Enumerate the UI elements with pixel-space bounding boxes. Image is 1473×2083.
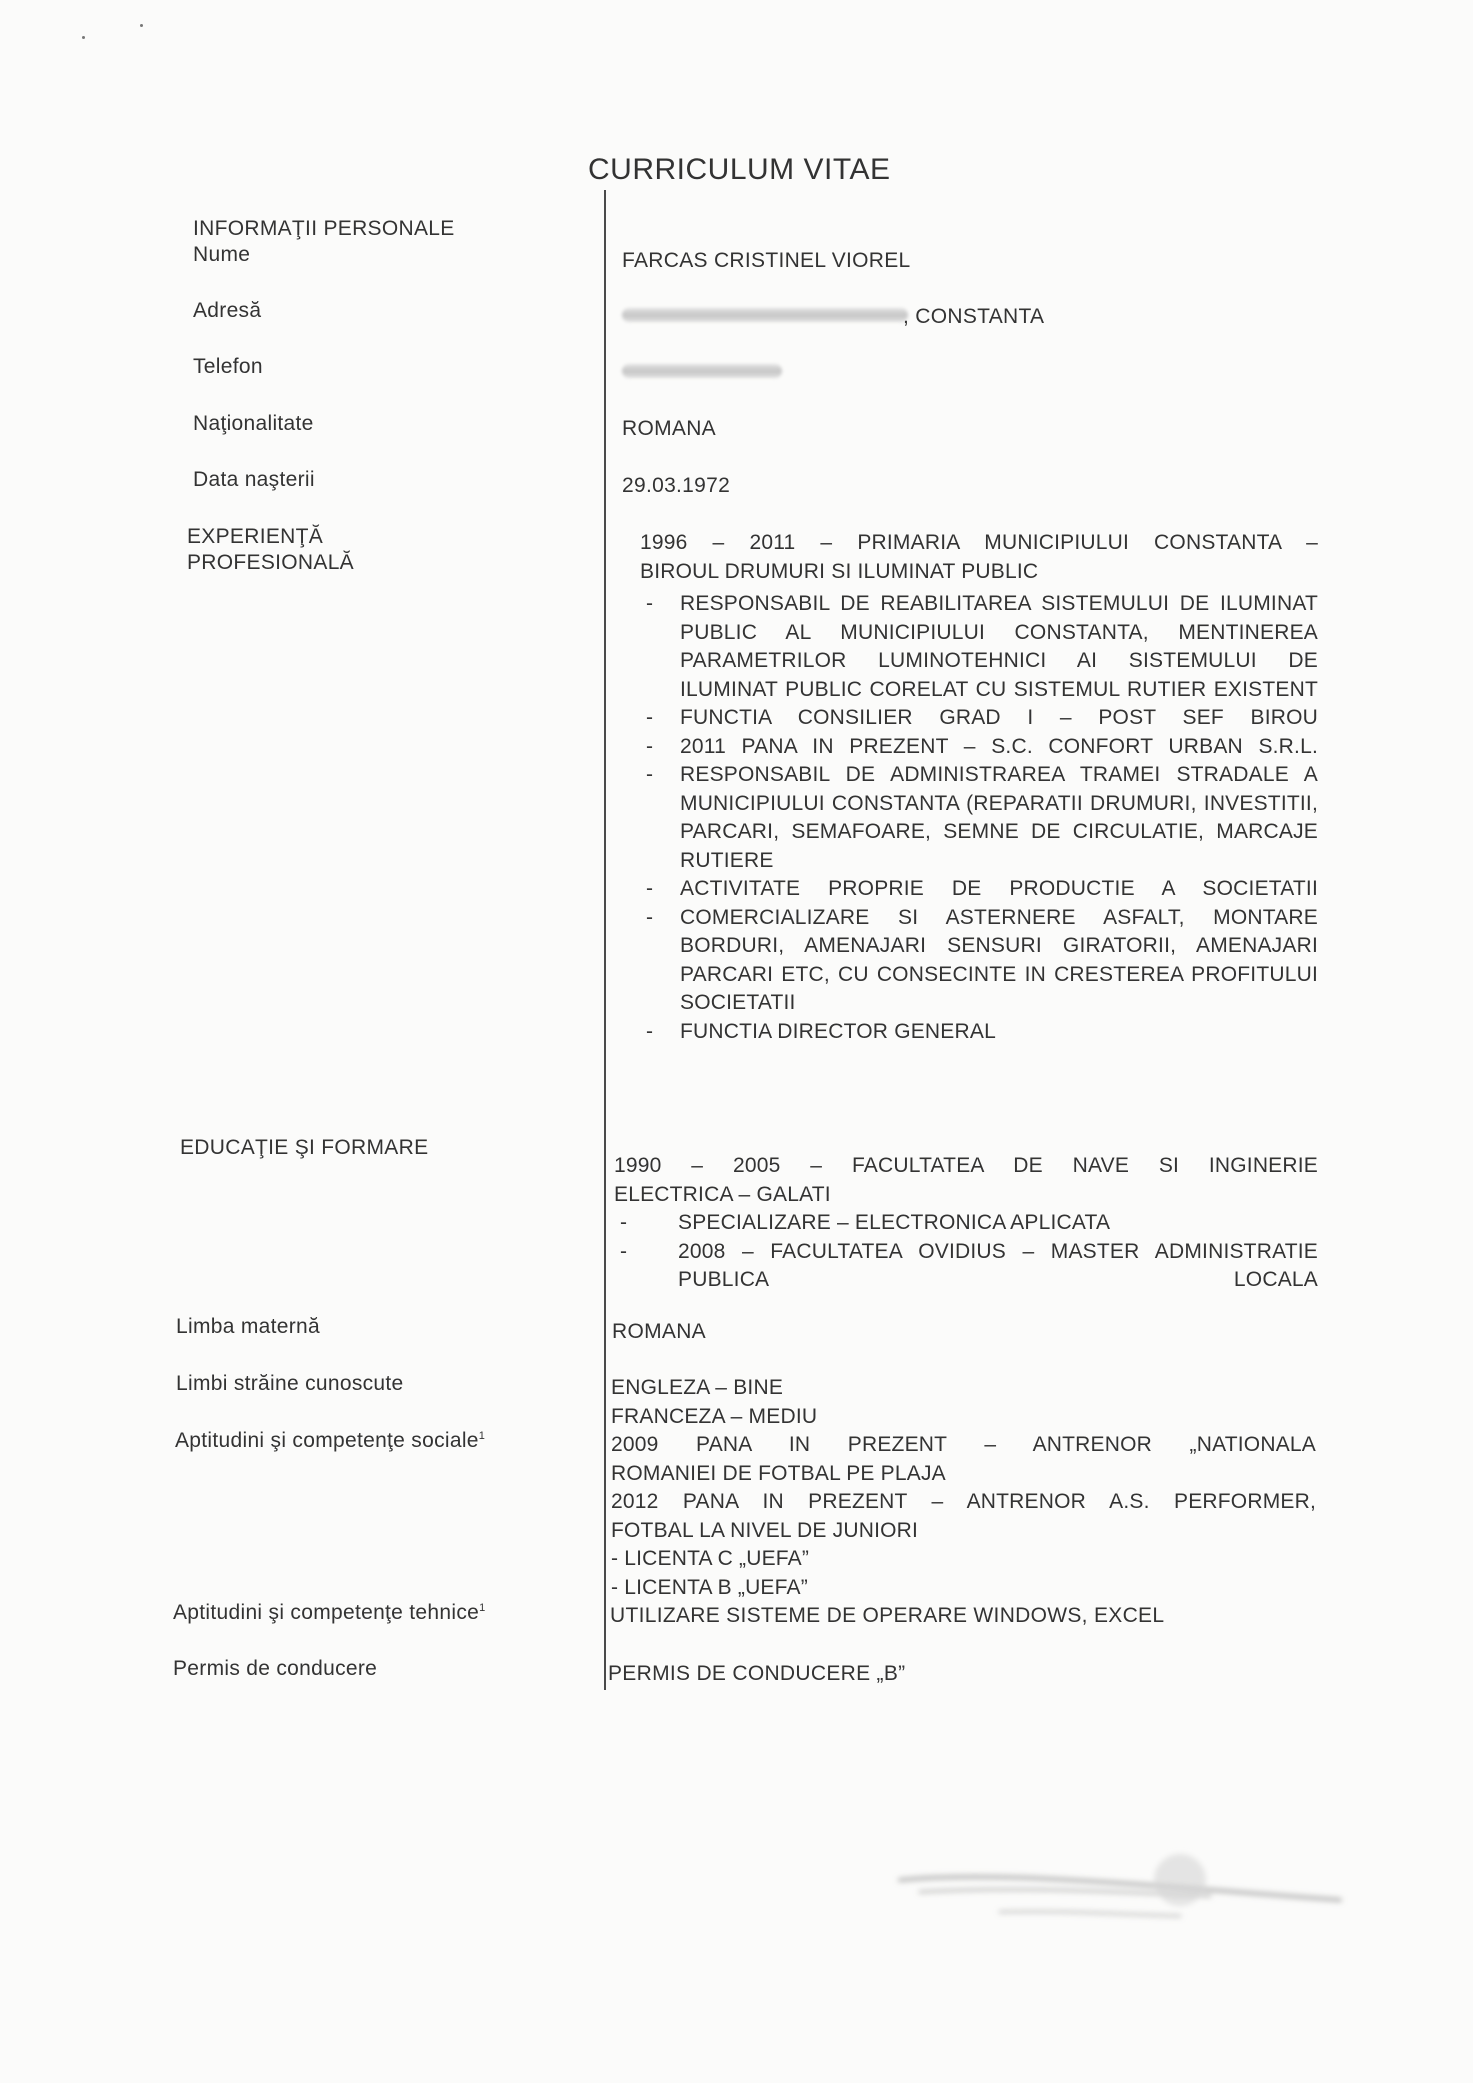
social-line: - LICENTA B „UEFA” xyxy=(611,1575,808,1599)
experience-item: - RESPONSABIL DE ADMINISTRAREA TRAMEI STRADALE A MUNICIPIULUI CONSTANTA (REPARATII DRUMURI, INVESTITII, PARCARI, SEMAFOARE, SEMNE DE CIRCULATIE, MARCAJE RUTIERE xyxy=(640,761,1318,875)
name-label: Nume xyxy=(193,243,251,266)
experience-item: - COMERCIALIZARE SI ASTERNERE ASFALT, MONTARE BORDURI, AMENAJARI SENSURI GIRATORII, AMENAJARI PARCARI ETC, CU CONSECINTE IN CRESTEREA PROFITULUI SOCIETATII xyxy=(640,904,1318,1018)
mother-tongue-label: Limba maternă xyxy=(176,1315,320,1338)
phone-label: Telefon xyxy=(193,355,263,378)
footnote-marker: 1 xyxy=(478,1430,486,1442)
education-block xyxy=(614,1152,1318,1295)
experience-item: - RESPONSABIL DE REABILITAREA SISTEMULUI DE ILUMINAT PUBLIC AL MUNICIPIULUI CONSTANTA, MENTINEREA PARAMETRILOR LUMINOTEHNICI AI SISTEMULUI DE ILUMINAT PUBLIC CORELAT CU SISTEMUL RUTIER EXISTENT xyxy=(640,590,1318,704)
social-label-text: Aptitudini şi competenţe sociale xyxy=(175,1429,479,1452)
language-value: FRANCEZA – MEDIU xyxy=(611,1404,818,1428)
education-item: - SPECIALIZARE – ELECTRONICA APLICATA xyxy=(614,1209,1318,1238)
experience-heading-line: 1996 – 2011 – PRIMARIA MUNICIPIULUI CONSTANTA – xyxy=(640,531,1318,554)
mother-tongue-value: ROMANA xyxy=(612,1320,706,1343)
nationality-label: Naţionalitate xyxy=(193,412,314,435)
technical-label-text: Aptitudini şi competenţe tehnice xyxy=(173,1601,480,1624)
experience-item: - ACTIVITATE PROPRIE DE PRODUCTIE A SOCIETATII xyxy=(640,875,1318,904)
scan-speck xyxy=(82,36,85,39)
experience-heading-line: BIROUL DRUMURI SI ILUMINAT PUBLIC xyxy=(640,559,1039,583)
experience-label-line1: EXPERIENŢĂ xyxy=(187,525,324,548)
signature-smudge xyxy=(880,1840,1350,1960)
education-heading-line: 1990 – 2005 – FACULTATEA DE NAVE SI INGINERIE xyxy=(614,1154,1318,1177)
experience-item: - FUNCTIA CONSILIER GRAD I – POST SEF BIROU xyxy=(640,704,1318,733)
social-line: ROMANIEI DE FOTBAL PE PLAJA xyxy=(611,1461,946,1485)
address-value: , CONSTANTA xyxy=(903,305,1045,328)
social-label xyxy=(175,1428,485,1454)
birth-label: Data naşterii xyxy=(193,468,315,491)
scan-speck xyxy=(140,24,143,27)
education-item: - 2008 – FACULTATEA OVIDIUS – MASTER ADMINISTRATIE PUBLICA LOCALA xyxy=(614,1238,1318,1295)
social-line: 2009 PANA IN PREZENT – ANTRENOR „NATIONALA xyxy=(611,1433,1316,1456)
language-value: ENGLEZA – BINE xyxy=(611,1376,784,1399)
education-label: EDUCAŢIE ŞI FORMARE xyxy=(180,1136,429,1159)
page-title: CURRICULUM VITAE xyxy=(588,153,891,186)
license-label: Permis de conducere xyxy=(173,1657,378,1680)
birth-value: 29.03.1972 xyxy=(622,474,731,497)
license-value: PERMIS DE CONDUCERE „B” xyxy=(608,1662,906,1685)
experience-label-line2: PROFESIONALĂ xyxy=(187,551,354,574)
technical-value: UTILIZARE SISTEME DE OPERARE WINDOWS, EXCEL xyxy=(610,1604,1165,1627)
redacted-phone xyxy=(622,364,782,378)
name-value: FARCAS CRISTINEL VIOREL xyxy=(622,249,911,272)
technical-label xyxy=(173,1600,486,1626)
footnote-marker: 1 xyxy=(479,1602,486,1614)
section-label-personal: INFORMAŢII PERSONALE xyxy=(193,217,455,240)
languages-block xyxy=(611,1374,1316,1602)
nationality-value: ROMANA xyxy=(622,417,716,440)
redacted-address xyxy=(622,308,908,322)
experience-item: - FUNCTIA DIRECTOR GENERAL xyxy=(640,1018,1318,1047)
social-line: 2012 PANA IN PREZENT – ANTRENOR A.S. PERFORMER, xyxy=(611,1490,1316,1513)
education-heading-line: ELECTRICA – GALATI xyxy=(614,1182,831,1206)
social-line: FOTBAL LA NIVEL DE JUNIORI xyxy=(611,1518,919,1542)
address-label: Adresă xyxy=(193,299,262,322)
column-divider xyxy=(604,190,606,1690)
experience-item: - 2011 PANA IN PREZENT – S.C. CONFORT URBAN S.R.L. xyxy=(640,733,1318,762)
experience-block xyxy=(640,529,1318,1046)
languages-label: Limbi străine cunoscute xyxy=(176,1372,404,1395)
social-line: - LICENTA C „UEFA” xyxy=(611,1547,810,1570)
